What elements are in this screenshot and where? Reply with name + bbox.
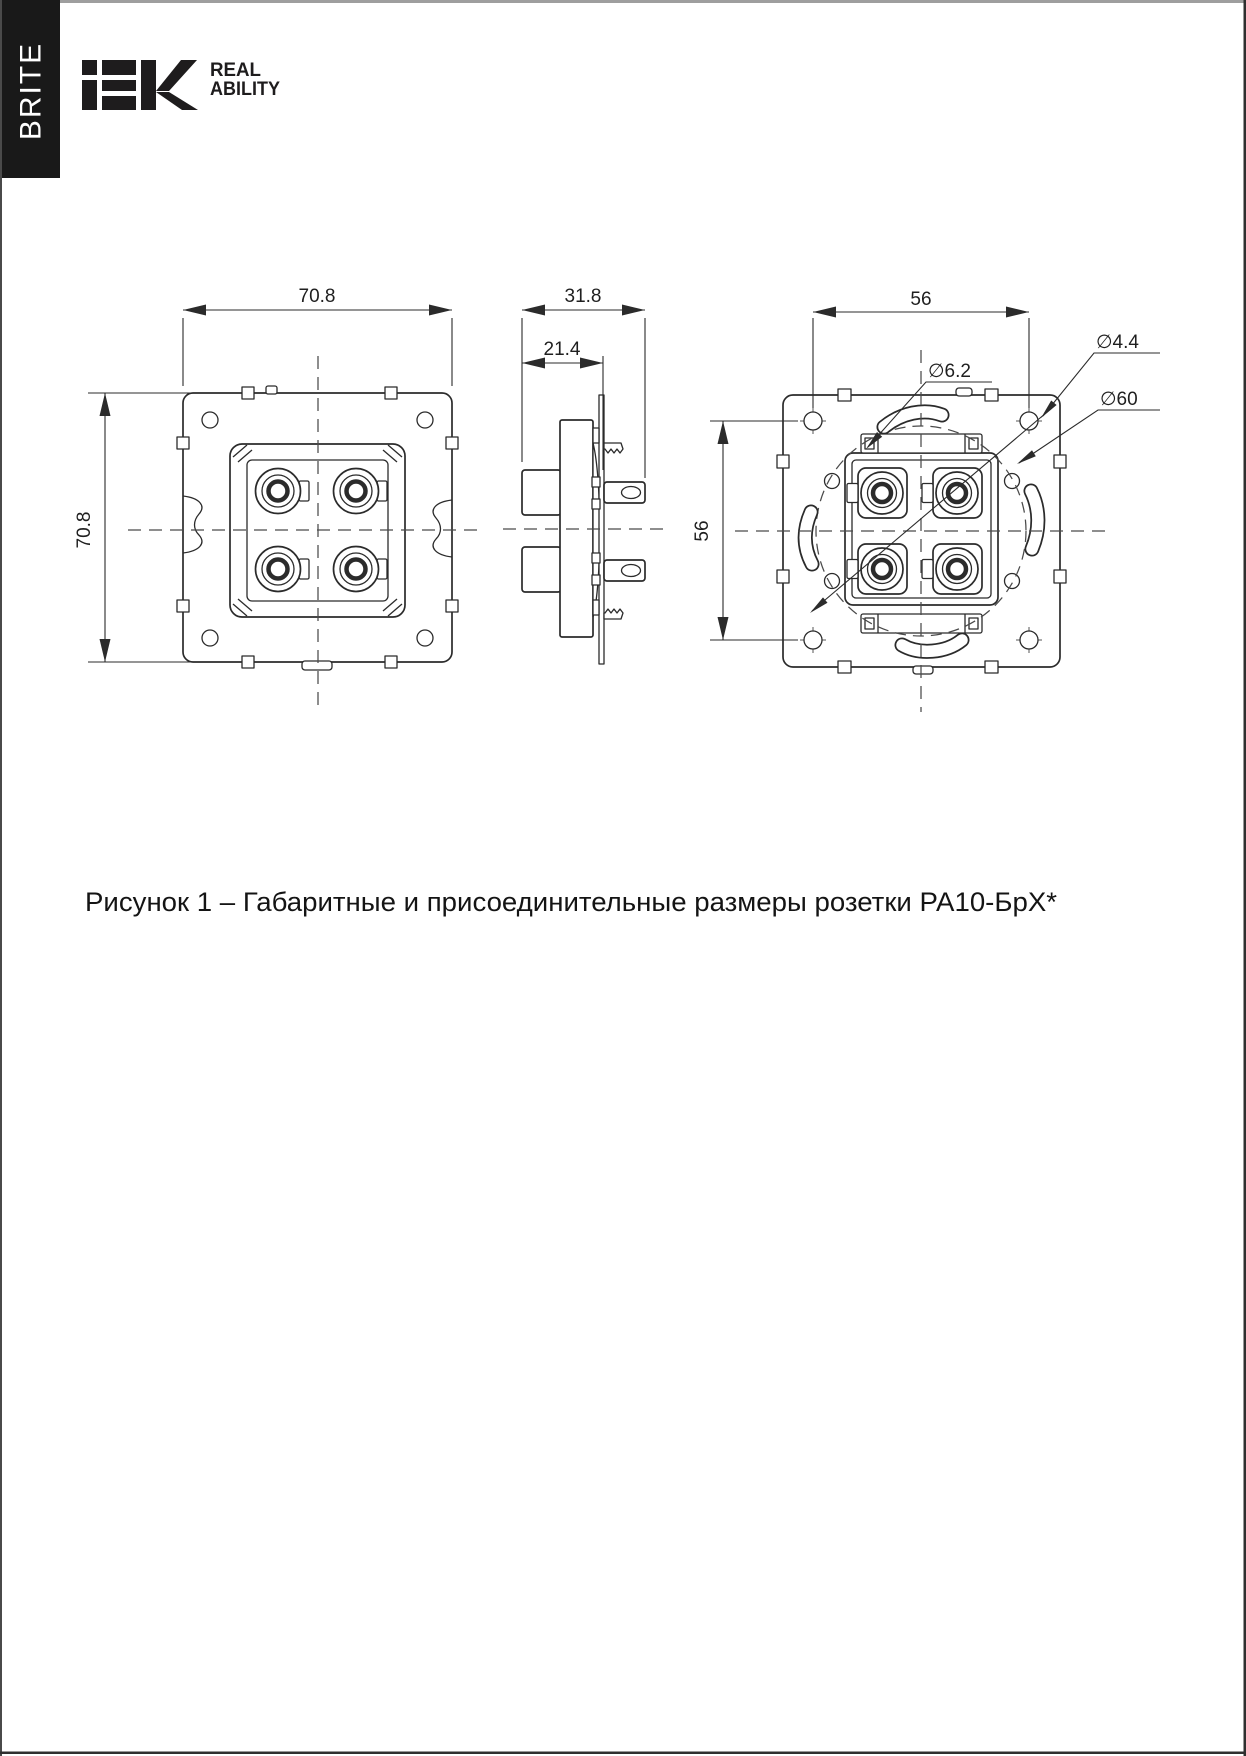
figure-caption: Рисунок 1 – Габаритные и присоединительные размеры розетки РА10-БрХ* [85, 887, 1058, 917]
dim-side-body-depth: 21.4 [543, 339, 581, 360]
front-view [74, 286, 483, 708]
brite-label: BRITE [14, 41, 48, 141]
brite-band [2, 0, 60, 178]
side-claw-base-top [593, 428, 599, 443]
dim-rear-span-h: 56 [910, 289, 932, 310]
side-barrel-top [522, 470, 561, 515]
side-view [503, 286, 670, 664]
dim-front-width: 70.8 [298, 286, 336, 307]
iek-logo [82, 60, 198, 110]
side-barrel-bottom [522, 547, 561, 592]
rear-view [692, 289, 1160, 712]
side-claw-teeth-bottom [604, 609, 623, 619]
dim-side-depth: 31.8 [564, 286, 602, 307]
side-claw-teeth-top [604, 443, 623, 453]
tagline-real: REAL [210, 60, 262, 81]
label-slot-diameter: ∅6.2 [928, 361, 971, 382]
label-mounting-circle-diameter: ∅60 [1100, 389, 1138, 410]
dim-front-height: 70.8 [74, 511, 95, 549]
iek-tagline [210, 60, 280, 100]
front-width-dimension [183, 286, 452, 386]
side-solder-lugs [604, 482, 645, 581]
side-claw-base-bottom [593, 600, 599, 615]
dim-rear-span-v: 56 [692, 520, 713, 542]
label-screw-hole-diameter: ∅4.4 [1096, 332, 1139, 353]
tagline-ability: ABILITY [210, 79, 281, 100]
